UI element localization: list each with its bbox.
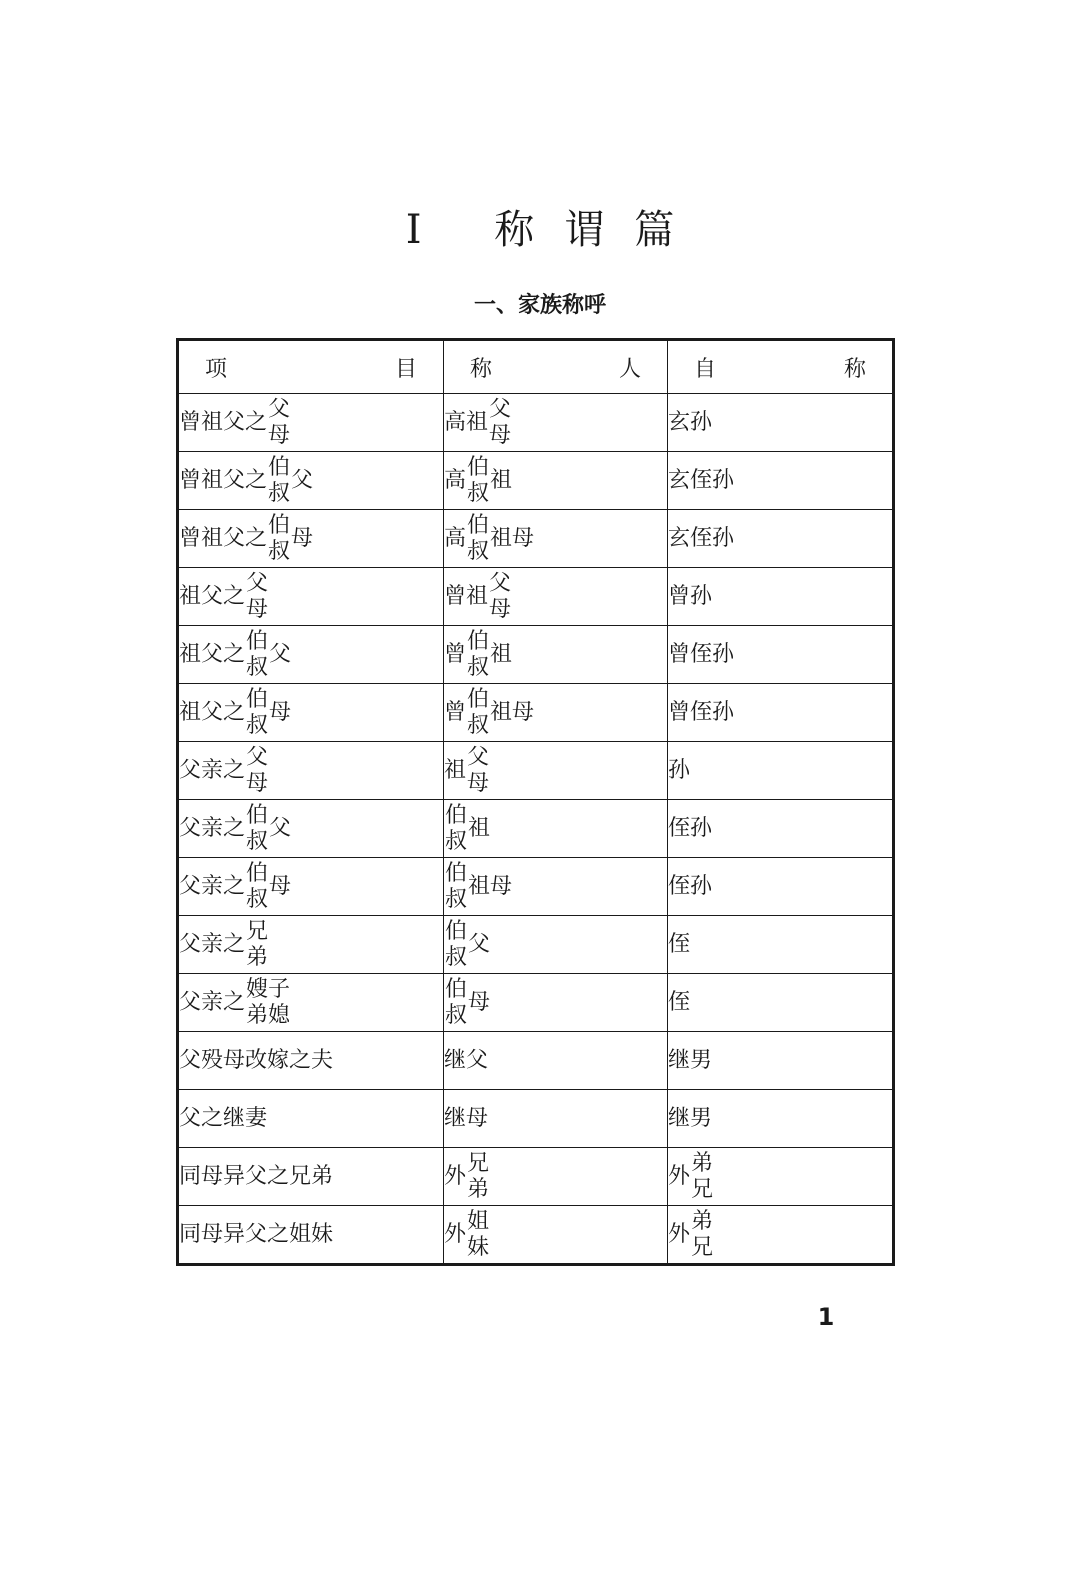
- alternative-term: 叔: [467, 538, 490, 564]
- address-term-cell: [444, 684, 668, 742]
- table-row: [178, 626, 894, 684]
- address-term-cell: [444, 394, 668, 452]
- term: [444, 1050, 488, 1072]
- term-prefix: 父亲之: [179, 757, 246, 783]
- relation-cell: [178, 1206, 444, 1265]
- stacked-alternatives: [246, 745, 268, 797]
- term: [179, 919, 269, 971]
- self-term-cell: [668, 568, 894, 626]
- self-term-cell: [668, 800, 894, 858]
- term-prefix: 继男: [668, 1106, 713, 1131]
- alternative-term: 伯: [246, 802, 269, 828]
- self-term-cell: [668, 626, 894, 684]
- self-term-cell: [668, 742, 894, 800]
- term: [668, 1050, 712, 1072]
- alternative-term: 父: [268, 396, 291, 422]
- alternative-term: 叔: [246, 828, 269, 854]
- stacked-alternatives: [246, 919, 268, 971]
- alternative-term: 叔: [445, 828, 468, 854]
- alternative-term: 父: [246, 744, 269, 770]
- stacked-alternatives: [691, 1209, 713, 1261]
- term: [179, 1108, 267, 1130]
- term-prefix: 祖父之: [179, 641, 246, 667]
- term: [444, 513, 534, 565]
- term: [444, 1151, 490, 1203]
- term: [179, 629, 291, 681]
- term-prefix: 曾: [444, 641, 467, 667]
- stacked-alternatives: [467, 455, 489, 507]
- alternative-term: 叔: [467, 654, 490, 680]
- term-prefix: 父之继妻: [179, 1106, 268, 1131]
- term-prefix: 父亲之: [179, 931, 246, 957]
- stacked-alternatives: [467, 1209, 489, 1261]
- table-row: [178, 1206, 894, 1265]
- address-term-cell: [444, 1032, 668, 1090]
- table-row: [178, 568, 894, 626]
- stacked-alternatives: [246, 803, 268, 855]
- self-term-cell: [668, 684, 894, 742]
- term-suffix: 母: [291, 525, 314, 551]
- term-prefix: 祖父之: [179, 583, 246, 609]
- table-row: [178, 1148, 894, 1206]
- term: [668, 644, 734, 666]
- alternative-term: 妹: [467, 1234, 490, 1260]
- relation-cell: [178, 394, 444, 452]
- term: [444, 687, 534, 739]
- stacked-alternatives: [268, 397, 290, 449]
- page-number: 1: [817, 1303, 835, 1331]
- term-suffix: 父: [468, 931, 491, 957]
- term: [668, 1108, 712, 1130]
- term-prefix: 外: [444, 1163, 467, 1189]
- stacked-alternatives: [246, 977, 290, 1029]
- relation-cell: [178, 974, 444, 1032]
- alternative-term: 兄: [467, 1150, 490, 1176]
- stacked-alternatives: [246, 687, 268, 739]
- table-row: [178, 510, 894, 568]
- term: [668, 992, 690, 1014]
- address-term-cell: [444, 974, 668, 1032]
- stacked-alternatives: [489, 397, 511, 449]
- term: [444, 397, 512, 449]
- term: [444, 455, 512, 507]
- header-text: 自: [694, 356, 717, 382]
- term: [668, 586, 712, 608]
- table-row: [178, 1032, 894, 1090]
- alternative-term: 弟: [467, 1176, 490, 1202]
- table-row: [178, 916, 894, 974]
- alternative-term: 伯: [445, 860, 468, 886]
- term-prefix: 祖: [444, 757, 467, 783]
- term: [444, 803, 490, 855]
- alternative-term: 母: [489, 596, 512, 622]
- term-prefix: 继父: [444, 1048, 489, 1073]
- term: [444, 919, 490, 971]
- term-suffix: 祖母: [490, 525, 535, 551]
- term-prefix: 父殁母改嫁之夫: [179, 1048, 334, 1073]
- stacked-alternatives: [489, 571, 511, 623]
- relation-cell: [178, 452, 444, 510]
- term: [444, 977, 490, 1029]
- term-prefix: 侄: [668, 932, 691, 957]
- table-row: [178, 974, 894, 1032]
- term: [444, 861, 512, 913]
- alternative-term: 父: [246, 570, 269, 596]
- stacked-alternatives: [268, 455, 290, 507]
- alternative-term: 伯: [268, 454, 291, 480]
- term-suffix: 祖母: [468, 873, 513, 899]
- header-text: 称: [843, 356, 866, 382]
- term: [444, 745, 490, 797]
- term-suffix: 母: [468, 989, 491, 1015]
- page-title: I 称谓篇: [405, 207, 705, 253]
- alternative-term: 伯: [246, 686, 269, 712]
- term: [179, 803, 291, 855]
- self-term-cell: [668, 510, 894, 568]
- term-prefix: 继母: [444, 1106, 489, 1131]
- stacked-alternatives: [691, 1151, 713, 1203]
- table-row: [178, 684, 894, 742]
- term: [668, 1151, 714, 1203]
- alternative-term: 叔: [268, 480, 291, 506]
- relation-cell: [178, 742, 444, 800]
- self-term-cell: [668, 858, 894, 916]
- term: [179, 745, 269, 797]
- term-prefix: 父亲之: [179, 873, 246, 899]
- alternative-term: 兄: [691, 1176, 714, 1202]
- term-suffix: 祖母: [490, 699, 535, 725]
- address-term-cell: [444, 568, 668, 626]
- term: [668, 934, 690, 956]
- alternative-term: 兄: [691, 1234, 714, 1260]
- self-term-cell: [668, 1090, 894, 1148]
- alternative-term: 弟媳: [246, 1002, 291, 1028]
- alternative-term: 母: [268, 422, 291, 448]
- address-term-cell: [444, 858, 668, 916]
- term: [179, 861, 291, 913]
- alternative-term: 伯: [268, 512, 291, 538]
- alternative-term: 嫂子: [246, 976, 291, 1002]
- term-suffix: 祖: [468, 815, 491, 841]
- address-term-cell: [444, 742, 668, 800]
- table-row: [178, 452, 894, 510]
- term-prefix: 孙: [668, 758, 691, 783]
- self-term-cell: [668, 974, 894, 1032]
- term: [668, 470, 734, 492]
- alternative-term: 弟: [691, 1208, 714, 1234]
- relation-cell: [178, 1148, 444, 1206]
- relation-cell: [178, 510, 444, 568]
- stacked-alternatives: [445, 919, 467, 971]
- term-suffix: 父: [291, 467, 314, 493]
- term-prefix: 高: [444, 525, 467, 551]
- term-prefix: 曾祖父之: [179, 409, 268, 435]
- term-prefix: 曾侄孙: [668, 642, 735, 667]
- stacked-alternatives: [246, 629, 268, 681]
- term-prefix: 同母异父之姐妹: [179, 1222, 334, 1247]
- term: [444, 571, 512, 623]
- term-suffix: 母: [269, 873, 292, 899]
- term-suffix: 祖: [490, 467, 513, 493]
- alternative-term: 兄: [246, 918, 269, 944]
- self-term-cell: [668, 1032, 894, 1090]
- alternative-term: 叔: [445, 1002, 468, 1028]
- term-prefix: 高祖: [444, 409, 489, 435]
- term: [179, 455, 313, 507]
- table-row: [178, 1090, 894, 1148]
- stacked-alternatives: [445, 977, 467, 1029]
- alternative-term: 伯: [246, 628, 269, 654]
- term-prefix: 继男: [668, 1048, 713, 1073]
- header-text: 称: [470, 356, 493, 382]
- alternative-term: 叔: [268, 538, 291, 564]
- alternative-term: 伯: [445, 976, 468, 1002]
- self-term-cell: [668, 1206, 894, 1265]
- term-prefix: 曾: [444, 699, 467, 725]
- relation-cell: [178, 800, 444, 858]
- term: [668, 528, 734, 550]
- stacked-alternatives: [467, 629, 489, 681]
- term: [179, 977, 291, 1029]
- alternative-term: 伯: [467, 628, 490, 654]
- alternative-term: 伯: [467, 686, 490, 712]
- alternative-term: 母: [489, 422, 512, 448]
- alternative-term: 叔: [467, 480, 490, 506]
- address-term-cell: [444, 1148, 668, 1206]
- term-prefix: 曾孙: [668, 584, 713, 609]
- address-term-cell: [444, 1090, 668, 1148]
- term-prefix: 曾祖父之: [179, 467, 268, 493]
- term-suffix: 祖: [490, 641, 513, 667]
- term-prefix: 侄: [668, 990, 691, 1015]
- relation-cell: [178, 568, 444, 626]
- term: [444, 629, 512, 681]
- alternative-term: 父: [489, 570, 512, 596]
- header-text: 目: [394, 356, 417, 382]
- self-term-cell: [668, 452, 894, 510]
- term-prefix: 外: [444, 1221, 467, 1247]
- alternative-term: 母: [246, 770, 269, 796]
- term: [668, 412, 712, 434]
- alternative-term: 叔: [445, 944, 468, 970]
- term-suffix: 母: [269, 699, 292, 725]
- header-text: 人: [618, 356, 641, 382]
- alternative-term: 伯: [445, 802, 468, 828]
- stacked-alternatives: [445, 803, 467, 855]
- self-term-cell: [668, 1148, 894, 1206]
- term-prefix: 玄孙: [668, 410, 713, 435]
- relation-cell: [178, 1032, 444, 1090]
- term: [668, 818, 712, 840]
- term: [179, 1050, 333, 1072]
- header-item: [178, 340, 444, 394]
- term-prefix: 祖父之: [179, 699, 246, 725]
- term-prefix: 同母异父之兄弟: [179, 1164, 334, 1189]
- term-suffix: 父: [269, 641, 292, 667]
- term: [179, 571, 269, 623]
- term: [668, 702, 734, 724]
- table-row: [178, 858, 894, 916]
- relation-cell: [178, 916, 444, 974]
- address-term-cell: [444, 626, 668, 684]
- alternative-term: 叔: [246, 654, 269, 680]
- stacked-alternatives: [246, 861, 268, 913]
- relation-cell: [178, 684, 444, 742]
- term-prefix: 父亲之: [179, 815, 246, 841]
- alternative-term: 姐: [467, 1208, 490, 1234]
- section-title: 一、家族称呼: [473, 293, 606, 318]
- alternative-term: 伯: [246, 860, 269, 886]
- self-term-cell: [668, 916, 894, 974]
- stacked-alternatives: [246, 571, 268, 623]
- relation-cell: [178, 1090, 444, 1148]
- table-row: [178, 742, 894, 800]
- term: [444, 1108, 488, 1130]
- header-self-reference: [668, 340, 894, 394]
- table-body: [178, 394, 894, 1265]
- alternative-term: 父: [489, 396, 512, 422]
- term: [179, 687, 291, 739]
- header-text: 项: [205, 356, 228, 382]
- term-prefix: 外: [668, 1221, 691, 1247]
- term-prefix: 曾祖父之: [179, 525, 268, 551]
- address-term-cell: [444, 452, 668, 510]
- address-term-cell: [444, 800, 668, 858]
- term-prefix: 玄侄孙: [668, 526, 735, 551]
- stacked-alternatives: [445, 861, 467, 913]
- term: [179, 513, 313, 565]
- relation-cell: [178, 626, 444, 684]
- term: [179, 1224, 333, 1246]
- term-prefix: 玄侄孙: [668, 468, 735, 493]
- term-prefix: 父亲之: [179, 989, 246, 1015]
- alternative-term: 叔: [445, 886, 468, 912]
- term: [668, 1209, 714, 1261]
- term: [179, 397, 291, 449]
- term: [668, 760, 690, 782]
- alternative-term: 叔: [246, 712, 269, 738]
- term-prefix: 曾祖: [444, 583, 489, 609]
- stacked-alternatives: [467, 687, 489, 739]
- term-prefix: 高: [444, 467, 467, 493]
- address-term-cell: [444, 510, 668, 568]
- alternative-term: 弟: [691, 1150, 714, 1176]
- stacked-alternatives: [467, 1151, 489, 1203]
- alternative-term: 伯: [467, 512, 490, 538]
- stacked-alternatives: [467, 513, 489, 565]
- term-prefix: 曾侄孙: [668, 700, 735, 725]
- alternative-term: 父: [467, 744, 490, 770]
- alternative-term: 叔: [467, 712, 490, 738]
- header-address: [444, 340, 668, 394]
- term-prefix: 侄孙: [668, 874, 713, 899]
- alternative-term: 母: [246, 596, 269, 622]
- alternative-term: 母: [467, 770, 490, 796]
- stacked-alternatives: [268, 513, 290, 565]
- table-row: [178, 394, 894, 452]
- term: [444, 1209, 490, 1261]
- relation-cell: [178, 858, 444, 916]
- stacked-alternatives: [467, 745, 489, 797]
- term-suffix: 父: [269, 815, 292, 841]
- kinship-table: [176, 338, 895, 1266]
- term: [668, 876, 712, 898]
- alternative-term: 弟: [246, 944, 269, 970]
- alternative-term: 叔: [246, 886, 269, 912]
- alternative-term: 伯: [467, 454, 490, 480]
- table-header-row: [178, 340, 894, 394]
- alternative-term: 伯: [445, 918, 468, 944]
- term-prefix: 侄孙: [668, 816, 713, 841]
- address-term-cell: [444, 1206, 668, 1265]
- term-prefix: 外: [668, 1163, 691, 1189]
- address-term-cell: [444, 916, 668, 974]
- table-row: [178, 800, 894, 858]
- self-term-cell: [668, 394, 894, 452]
- term: [179, 1166, 333, 1188]
